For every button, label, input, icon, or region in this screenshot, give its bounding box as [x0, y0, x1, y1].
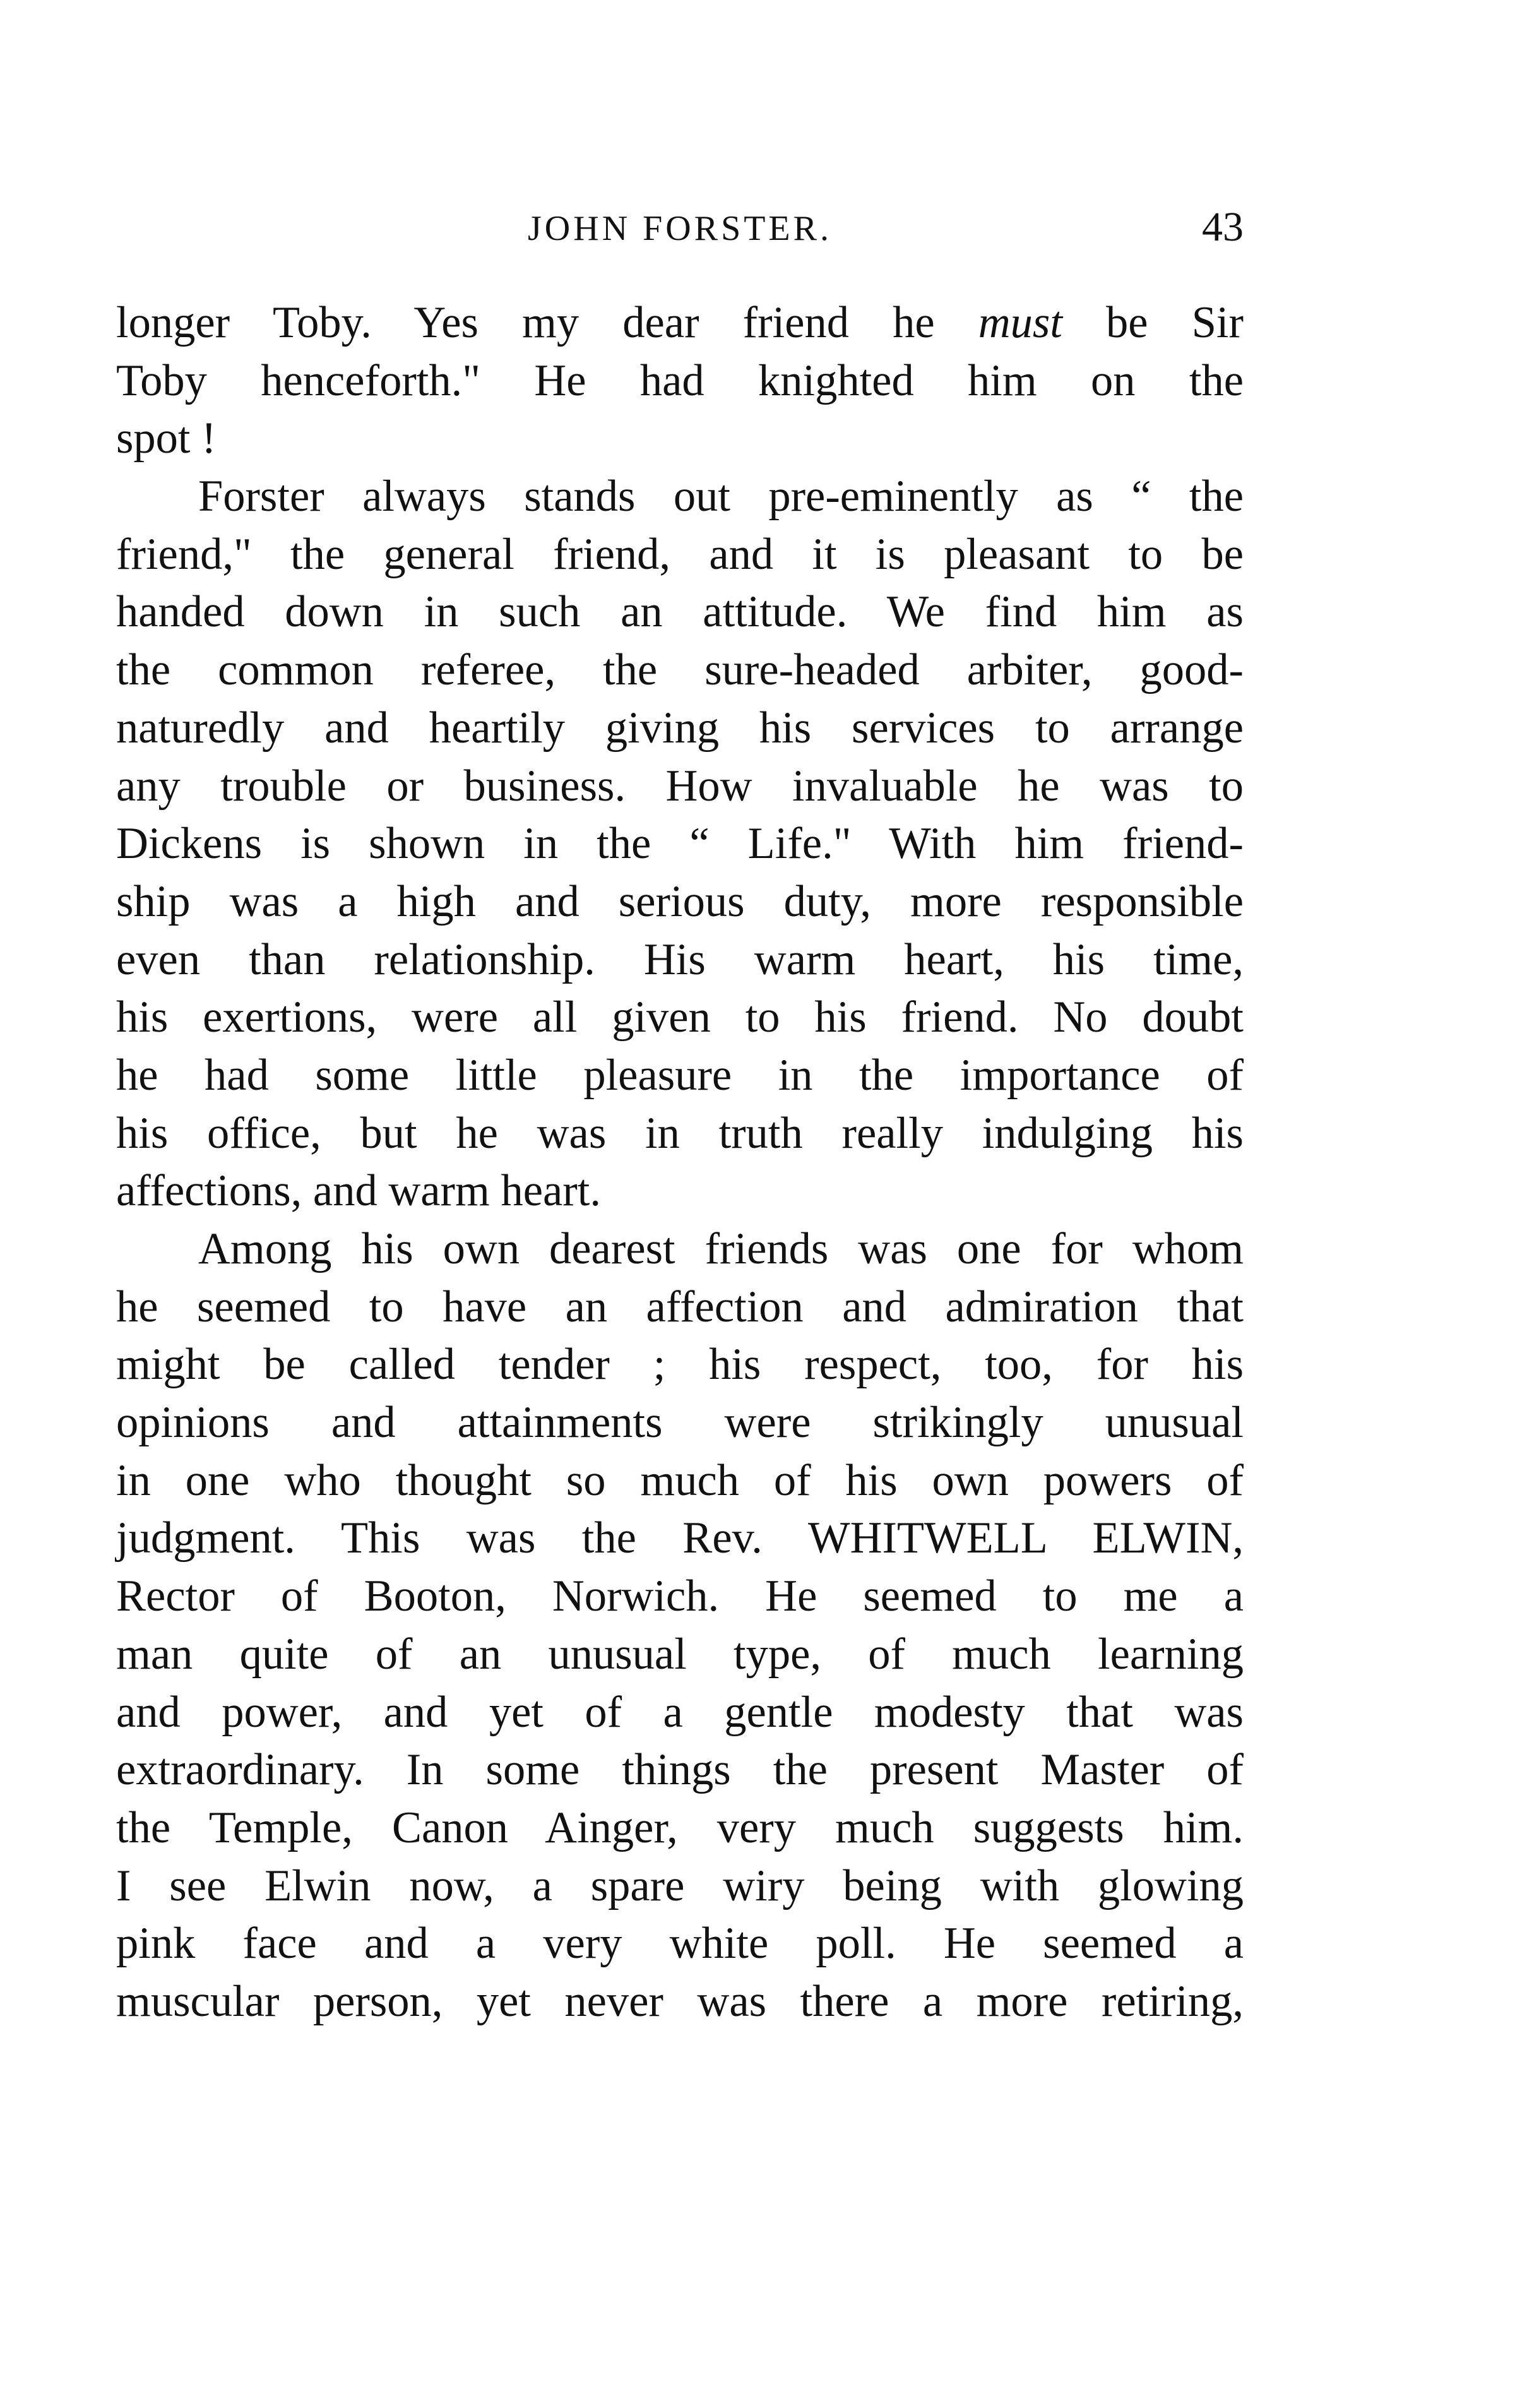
text-line: Among his own dearest friends was one for whom [198, 1224, 1244, 1273]
text-line: any trouble or business. How invaluable he was to [116, 761, 1244, 811]
text-line: man quite of an unusual type, of much learning [116, 1629, 1244, 1679]
text-line: spot ! [116, 414, 217, 463]
body-text [116, 294, 1244, 2031]
text-line: affections, and warm heart. [116, 1166, 601, 1216]
text-line: handed down in such an attitude. We find him as [116, 587, 1244, 637]
running-head [116, 203, 1244, 260]
text-line: I see Elwin now, a spare wiry being with glowing [116, 1861, 1244, 1910]
text-line: might be called tender ; his respect, too, for his [116, 1340, 1244, 1390]
text-line: he had some little pleasure in the importance of [116, 1050, 1244, 1100]
text-line: his exertions, were all given to his friend. No doubt [116, 992, 1244, 1042]
text-line: friend," the general friend, and it is pleasant to be [116, 529, 1244, 579]
running-title: JOHN FORSTER. [528, 209, 832, 248]
text-line: longer Toby. Yes my dear friend he must be Sir [116, 298, 1244, 347]
text-line: he seemed to have an affection and admiration that [116, 1282, 1244, 1332]
text-line: extraordinary. In some things the present Master of [116, 1745, 1244, 1795]
text-line: opinions and attainments were strikingly unusual [116, 1398, 1244, 1448]
text-line: judgment. This was the Rev. WHITWELL ELWIN, [116, 1513, 1244, 1563]
text-line: even than relationship. His warm heart, his time, [116, 934, 1244, 984]
text-line: and power, and yet of a gentle modesty that was [116, 1687, 1244, 1737]
page-number: 43 [1202, 204, 1244, 250]
text-line: pink face and a very white poll. He seemed a [116, 1919, 1244, 1969]
text-line: his office, but he was in truth really indulging his [116, 1108, 1244, 1158]
text-line: the common referee, the sure-headed arbiter, good- [116, 645, 1244, 695]
text-line: the Temple, Canon Ainger, very much suggests him. [116, 1803, 1244, 1852]
text-line: muscular person, yet never was there a more retiring, [116, 1976, 1244, 2026]
text-line: Forster always stands out pre-eminently as “ the [198, 472, 1244, 522]
text-line: in one who thought so much of his own powers of [116, 1455, 1244, 1505]
text-line: Toby henceforth." He had knighted him on the [116, 355, 1244, 405]
text-line: Dickens is shown in the “ Life." With him friend- [116, 819, 1244, 869]
text-line: naturedly and heartily giving his services to arrange [116, 703, 1244, 753]
text-line: Rector of Booton, Norwich. He seemed to me a [116, 1571, 1244, 1621]
text-line: ship was a high and serious duty, more responsible [116, 876, 1244, 926]
